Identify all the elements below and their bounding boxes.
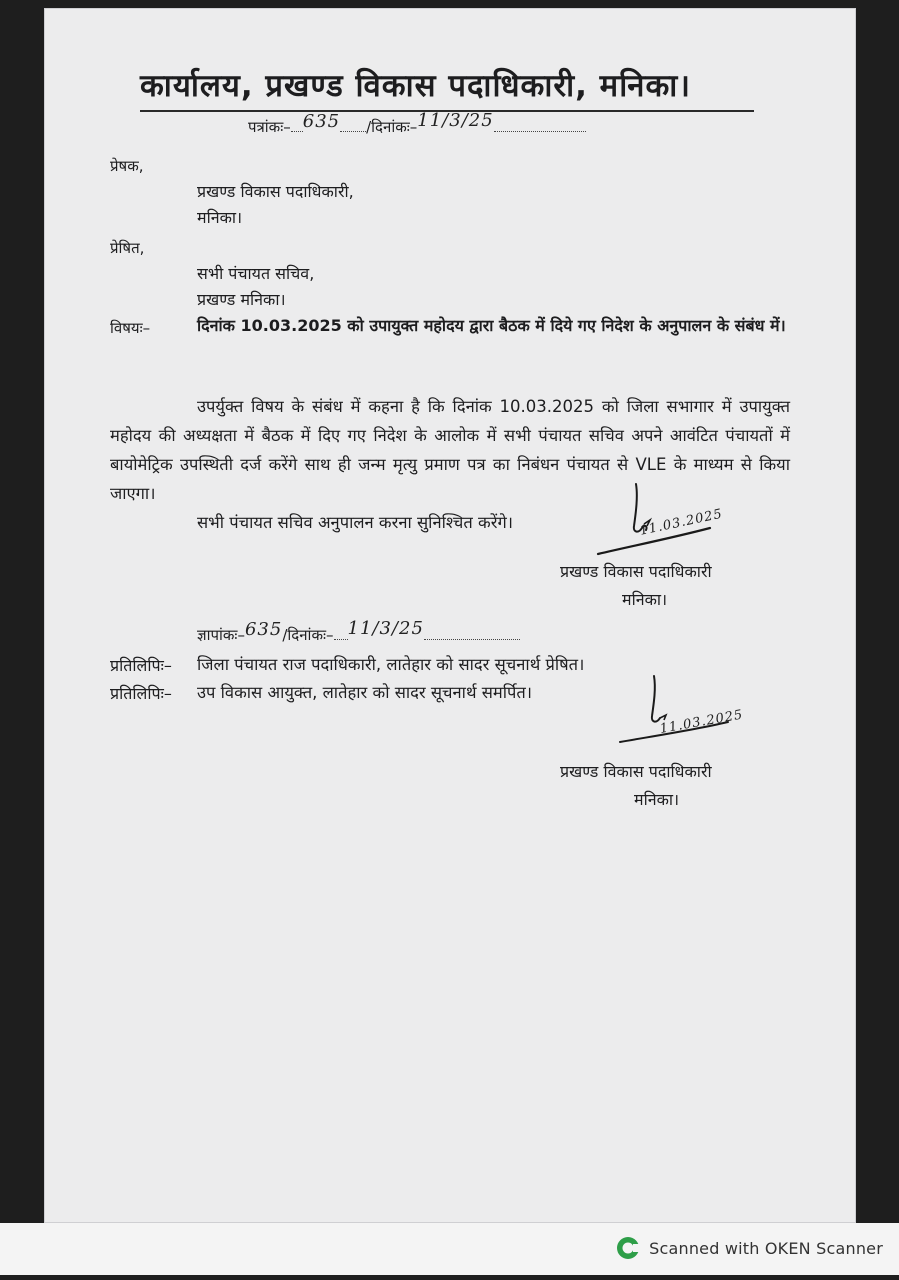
copy-2-text: उप विकास आयुक्त, लातेहार को सादर सूचनार्थ समर्पित। — [197, 683, 533, 702]
subject-label: विषयः– — [110, 319, 151, 337]
memo-number: 635 — [244, 619, 283, 640]
memo-date-label: /दिनांकः– — [282, 626, 334, 644]
recipient-line-2: प्रखण्ड मनिका। — [197, 290, 286, 309]
oken-scanner-logo-icon — [615, 1235, 641, 1261]
signature-2-date: 11.03.2025 — [658, 707, 745, 737]
memo-date: 11/3/25 — [347, 618, 424, 639]
signature-1-designation: प्रखण्ड विकास पदाधिकारी — [560, 562, 712, 581]
copy-2-label: प्रतिलिपिः– — [110, 684, 172, 703]
ref-number: 635 — [302, 111, 341, 132]
copy-1-text: जिला पंचायत राज पदाधिकारी, लातेहार को सादर सूचनार्थ प्रेषित। — [197, 655, 585, 674]
ref-date: 11/3/25 — [417, 110, 494, 131]
copy-1-label: प्रतिलिपिः– — [110, 656, 172, 675]
signature-1-place: मनिका। — [622, 590, 668, 609]
sender-label: प्रेषक, — [110, 157, 144, 175]
document-page — [44, 8, 856, 1223]
subject-text: दिनांक 10.03.2025 को उपायुक्त महोदय द्वारा बैठक में दिये गए निदेश के अनुपालन के संबंध में। — [197, 316, 786, 335]
signature-2-place: मनिका। — [634, 790, 680, 809]
scanner-watermark-text: Scanned with OKEN Scanner — [649, 1238, 883, 1258]
memo-label: ज्ञापांकः– — [197, 626, 245, 644]
signature-1-date: 11.03.2025 — [638, 506, 725, 539]
sender-line-2: मनिका। — [197, 208, 243, 227]
office-title: कार्यालय, प्रखण्ड विकास पदाधिकारी, मनिका। — [140, 68, 692, 104]
body-paragraph-2: सभी पंचायत सचिव अनुपालन करना सुनिश्चित करेंगे। — [197, 513, 513, 532]
recipient-line-1: सभी पंचायत सचिव, — [197, 264, 315, 283]
memo-ref-line — [197, 618, 520, 645]
ref-label: पत्रांकः– — [248, 118, 291, 136]
scanner-watermark — [615, 1235, 883, 1261]
sender-line-1: प्रखण्ड विकास पदाधिकारी, — [197, 182, 354, 201]
ref-date-label: /दिनांकः– — [366, 118, 418, 136]
body-paragraph: उपर्युक्त विषय के संबंध में कहना है कि दिनांक 10.03.2025 को जिला सभागार में उपायुक्त महोदय की अध्यक्षता में बैठक में दिए गए निदेश के आलोक में सभी पंचायत सचिव अपने आवंटित पंचायतों में बायोमेट्रिक उपस्थिती दर्ज करेंगे साथ ही जन्म मृत्यु प्रमाण पत्र का निबंधन पंचायत से VLE के माध्यम से किया जाएगा। — [110, 397, 790, 503]
letter-ref-line — [248, 110, 586, 137]
recipient-label: प्रेषित, — [110, 239, 145, 257]
signature-2-designation: प्रखण्ड विकास पदाधिकारी — [560, 762, 712, 781]
